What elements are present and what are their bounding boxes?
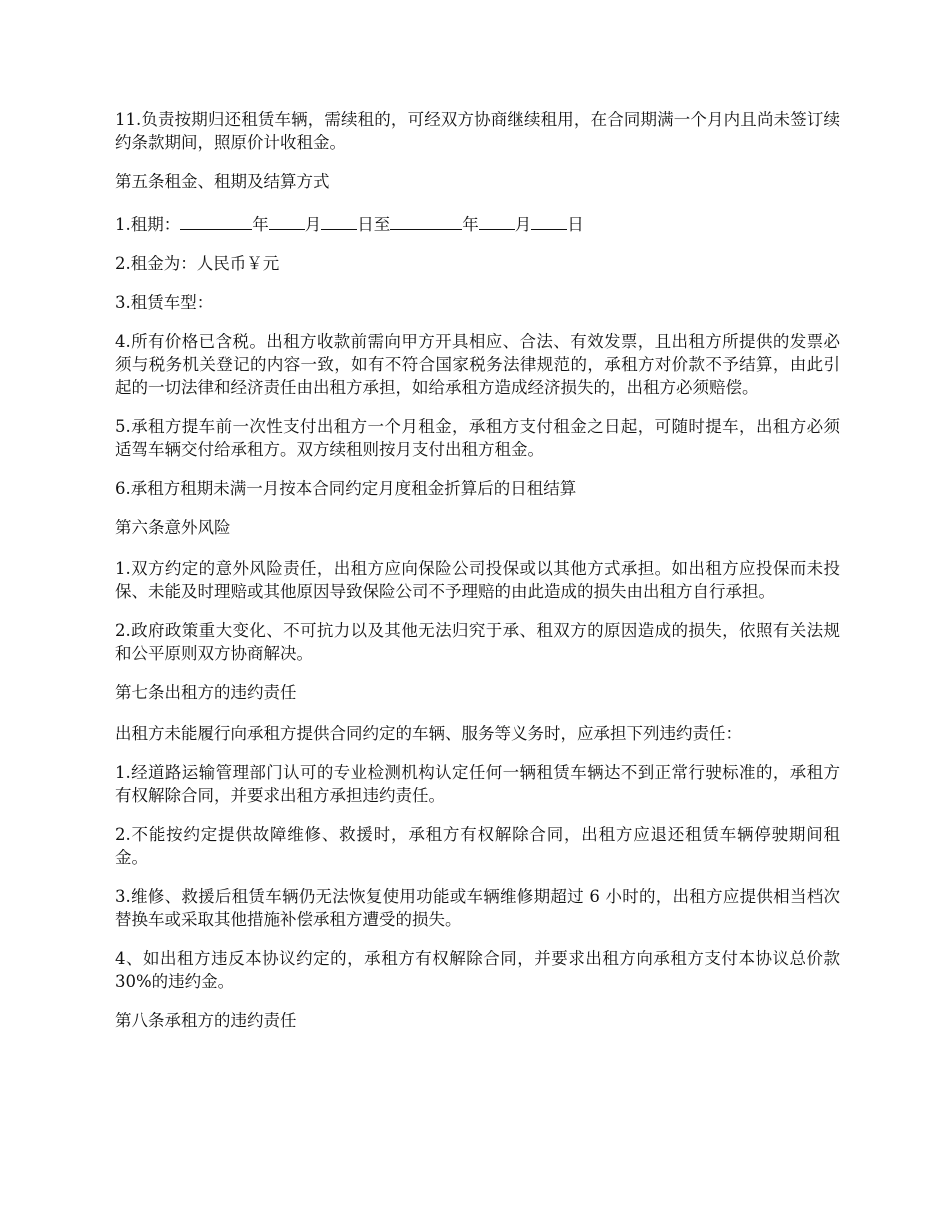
start-month-blank	[269, 211, 305, 230]
lease-term-line	[115, 211, 840, 236]
rent-line: 2.租金为：人民币￥元	[115, 254, 280, 273]
day-to-label: 日至	[357, 215, 391, 234]
clause-5-5: 5.承租方提车前一次性支付出租方一个月租金，承租方支付租金之日起，可随时提车，出租方必须适驾车辆交付给承租方。双方续租则按月支付出租方租金。	[115, 417, 840, 459]
clause-5-4: 4.所有价格已含税。出租方收款前需向甲方开具相应、合法、有效发票，且出租方所提供的发票必须与税务机关登记的内容一致，如有不符合国家税务法律规范的，承租方对价款不予结算，由此引起的一切法律和经济责任由出租方承担，如给承租方造成经济损失的，出租方必须赔偿。	[115, 332, 840, 397]
end-day-blank	[531, 211, 567, 230]
clause-7-4: 4、如出租方违反本协议约定的，承租方有权解除合同，并要求出租方向承租方支付本协议总价款 30%的违约金。	[115, 949, 840, 991]
clause-7-3: 3.维修、救援后租赁车辆仍无法恢复使用功能或车辆维修期超过 6 小时的，出租方应提供相当档次替换车或采取其他措施补偿承租方遭受的损失。	[115, 887, 840, 929]
month-label: 月	[304, 215, 322, 234]
clause-6-2: 2.政府政策重大变化、不可抗力以及其他无法归究于承、租双方的原因造成的损失，依照有关法规和公平原则双方协商解决。	[115, 621, 840, 663]
article-7-title: 第七条出租方的违约责任	[115, 683, 297, 702]
start-year-blank	[180, 211, 252, 230]
document-page	[115, 108, 840, 1050]
clause-7-1: 1.经道路运输管理部门认可的专业检测机构认定任何一辆租赁车辆达不到正常行驶标准的，承租方有权解除合同，并要求出租方承担违约责任。	[115, 763, 840, 805]
month-label-2: 月	[514, 215, 532, 234]
year-label: 年	[252, 215, 269, 234]
article-7-intro: 出租方未能履行向承租方提供合同约定的车辆、服务等义务时，应承担下列违约责任：	[115, 724, 742, 743]
day-label-2: 日	[567, 215, 584, 234]
article-8-title: 第八条承租方的违约责任	[115, 1011, 297, 1030]
clause-5-6: 6.承租方租期未满一月按本合同约定月度租金折算后的日租结算	[115, 479, 577, 498]
clause-6-1: 1.双方约定的意外风险责任，出租方应向保险公司投保或以其他方式承担。如出租方应投保而未投保、未能及时理赔或其他原因导致保险公司不予理赔的由此造成的损失由出租方自行承担。	[115, 559, 840, 601]
article-5-title: 第五条租金、租期及结算方式	[115, 172, 330, 191]
clause-11: 11.负责按期归还租赁车辆，需续租的，可经双方协商继续租用，在合同期满一个月内且尚未签订续约条款期间，照原价计收租金。	[115, 110, 840, 152]
start-day-blank	[321, 211, 357, 230]
year-label-2: 年	[462, 215, 479, 234]
end-month-blank	[479, 211, 515, 230]
article-6-title: 第六条意外风险	[115, 518, 231, 537]
car-type-line: 3.租赁车型：	[115, 293, 214, 312]
end-year-blank	[390, 211, 462, 230]
clause-7-2: 2.不能按约定提供故障维修、救援时，承租方有权解除合同，出租方应退还租赁车辆停驶期间租金。	[115, 825, 840, 867]
lease-term-label: 1.租期：	[115, 215, 181, 234]
